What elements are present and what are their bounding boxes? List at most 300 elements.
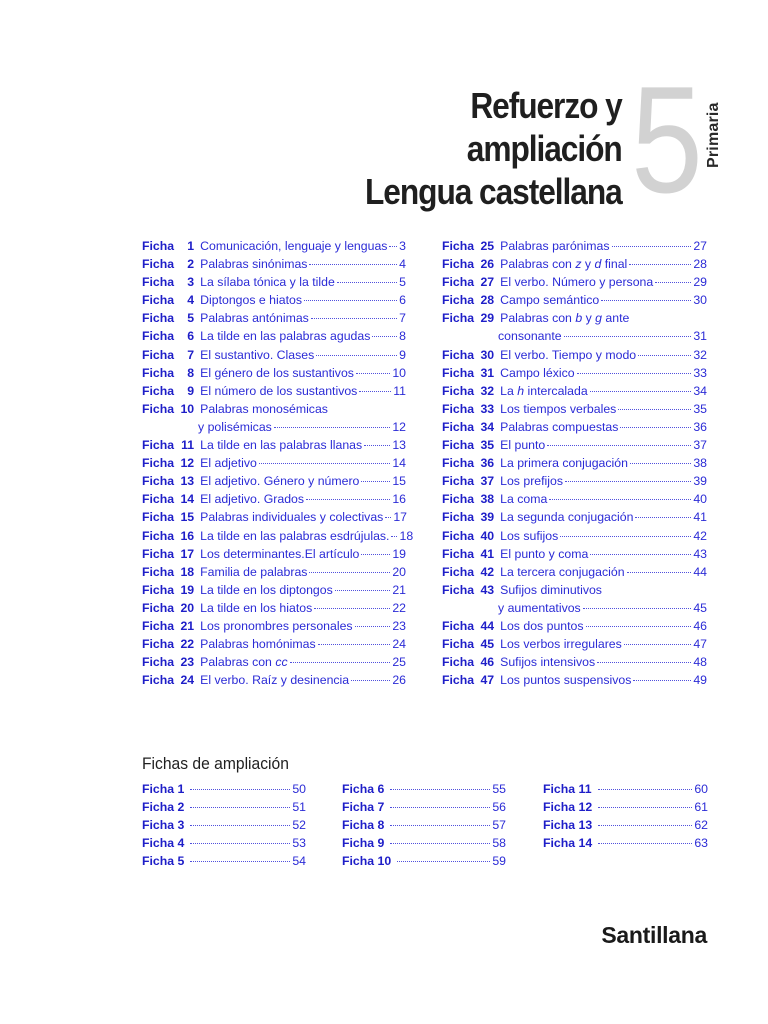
ficha-label — [442, 436, 494, 454]
dot-leader — [309, 572, 390, 573]
toc-entry[interactable] — [442, 237, 707, 255]
ficha-number: 37 — [480, 474, 495, 489]
page-number: 23 — [392, 618, 406, 633]
page-number: 60 — [694, 782, 708, 796]
page-number: 62 — [694, 818, 708, 833]
dot-leader — [390, 807, 490, 808]
toc-entry[interactable] — [142, 563, 406, 581]
toc-title: El adjetivo — [200, 456, 257, 471]
ficha-label — [442, 545, 494, 563]
dot-leader — [306, 499, 390, 500]
ficha-word: Ficha — [442, 293, 475, 308]
toc-entry[interactable] — [442, 472, 707, 490]
page-number: 26 — [392, 673, 406, 688]
ficha-label — [442, 273, 494, 291]
toc-title: Palabras parónimas — [500, 239, 610, 253]
dot-leader — [190, 861, 290, 862]
ficha-number: 16 — [180, 528, 195, 543]
ficha-word: Ficha — [142, 474, 175, 489]
page-number: 33 — [693, 365, 707, 380]
toc-title: El adjetivo. Género y número — [200, 474, 360, 489]
ficha-number: 33 — [480, 401, 495, 416]
ficha-number: 23 — [180, 655, 195, 670]
page-number: 17 — [393, 510, 407, 525]
ficha-label: Ficha 6 — [342, 782, 385, 796]
ficha-label — [442, 454, 494, 472]
ficha-word: Ficha — [142, 365, 175, 380]
dot-leader — [601, 300, 691, 301]
dot-leader — [355, 626, 391, 627]
ampliacion-entry[interactable] — [142, 816, 306, 834]
dot-leader — [635, 517, 691, 518]
ampliacion-entry[interactable] — [342, 798, 506, 816]
toc-line — [442, 508, 707, 526]
toc-line — [142, 599, 406, 617]
page-number: 52 — [292, 818, 306, 833]
page-number: 39 — [693, 474, 707, 489]
toc-line — [142, 436, 406, 454]
ficha-label — [142, 273, 194, 291]
page-number: 6 — [399, 293, 406, 308]
page-number: 63 — [694, 836, 708, 851]
toc-title: y aumentativos — [498, 600, 581, 615]
toc-entry[interactable] — [142, 255, 406, 273]
ficha-number: 21 — [180, 618, 195, 633]
dot-leader — [624, 644, 692, 645]
toc-line — [442, 617, 707, 635]
ficha-word: Ficha — [442, 347, 475, 362]
toc-entry[interactable] — [142, 309, 406, 327]
ampliacion-entry[interactable] — [543, 780, 708, 798]
toc-entry[interactable] — [442, 617, 707, 635]
toc-entry[interactable] — [142, 635, 406, 653]
ampliacion-entry[interactable] — [142, 834, 306, 852]
toc-entry[interactable] — [442, 436, 707, 454]
ficha-label — [442, 563, 494, 581]
dot-leader — [590, 554, 691, 555]
ficha-number: 30 — [480, 347, 495, 362]
toc-entry[interactable] — [142, 545, 406, 563]
ficha-label: Ficha 11 — [543, 782, 592, 796]
toc-line — [142, 273, 406, 291]
toc-entry[interactable] — [442, 364, 707, 382]
toc-entry[interactable] — [442, 346, 707, 364]
ficha-word: Ficha — [142, 456, 175, 471]
page-number: 56 — [492, 800, 506, 815]
toc-title: Palabras con b y g ante — [500, 311, 630, 326]
toc-entry[interactable] — [142, 671, 406, 689]
toc-column-right — [442, 237, 707, 689]
ficha-label — [142, 327, 194, 345]
toc-line — [442, 490, 707, 508]
toc-entry[interactable] — [142, 472, 406, 490]
ficha-number: 4 — [187, 293, 195, 308]
toc-line — [442, 400, 707, 418]
toc-entry[interactable] — [442, 581, 707, 617]
page-number: 7 — [399, 311, 406, 326]
page-number: 30 — [693, 293, 707, 308]
ficha-word: Ficha — [442, 365, 475, 380]
ficha-label — [142, 309, 194, 327]
page-number: 4 — [399, 257, 406, 272]
page-number: 28 — [693, 257, 707, 272]
page-number: 40 — [693, 492, 707, 507]
ficha-label — [142, 237, 194, 255]
ficha-label — [142, 653, 194, 671]
toc-entry[interactable] — [142, 581, 406, 599]
toc-line — [142, 617, 406, 635]
toc-line — [442, 382, 707, 400]
dot-leader — [316, 355, 397, 356]
ficha-number: 36 — [480, 456, 495, 471]
ficha-number: 44 — [480, 618, 495, 633]
toc-title: La tilde en los hiatos — [200, 600, 313, 615]
ficha-word: Ficha — [442, 492, 475, 507]
toc-title: La primera conjugación — [500, 456, 628, 471]
dot-leader — [586, 626, 692, 627]
ficha-word: Ficha — [442, 456, 475, 471]
toc-title: El punto — [500, 438, 546, 453]
toc-line — [142, 472, 406, 490]
ficha-word: Ficha — [142, 637, 175, 652]
page-number: 27 — [693, 239, 707, 253]
toc-line — [442, 436, 707, 454]
toc-line — [142, 508, 406, 526]
toc-entry[interactable] — [442, 527, 707, 545]
page-number: 46 — [693, 618, 707, 633]
toc-title: Los sufijos — [500, 528, 559, 543]
toc-line — [142, 364, 406, 382]
page-number: 18 — [399, 528, 414, 543]
ficha-label — [142, 364, 194, 382]
ficha-label — [442, 291, 494, 309]
ficha-number: 46 — [480, 655, 495, 670]
dot-leader — [590, 391, 692, 392]
dot-leader — [598, 843, 692, 844]
page-number: 35 — [693, 401, 707, 416]
ficha-label — [442, 581, 494, 599]
toc-entry[interactable] — [142, 436, 406, 454]
toc-line — [442, 472, 707, 490]
ficha-word: Ficha — [142, 655, 175, 670]
toc-line — [442, 327, 707, 345]
ampliacion-entry[interactable] — [142, 780, 306, 798]
toc-title: Palabras individuales y colectivas — [200, 510, 384, 525]
toc-line — [442, 563, 707, 581]
toc-title: La tilde en las palabras llanas — [200, 438, 363, 453]
toc-line — [442, 237, 707, 255]
toc-entry[interactable] — [142, 508, 406, 526]
dot-leader — [309, 264, 397, 265]
ficha-label — [142, 599, 194, 617]
page-number: 21 — [392, 582, 406, 597]
toc-entry[interactable] — [442, 400, 707, 418]
page-number: 32 — [693, 347, 707, 362]
page-number: 37 — [693, 438, 707, 453]
toc-title: consonante — [498, 329, 562, 344]
toc-title: El adjetivo. Grados — [200, 492, 305, 507]
ficha-label — [142, 454, 194, 472]
ficha-word: Ficha — [142, 239, 175, 253]
toc-line — [442, 273, 707, 291]
ficha-word: Ficha — [142, 582, 175, 597]
ficha-word: Ficha — [142, 383, 175, 398]
ficha-number: 32 — [480, 383, 495, 398]
dot-leader — [638, 355, 691, 356]
ficha-label — [442, 382, 494, 400]
toc-entry[interactable] — [442, 291, 707, 309]
dot-leader — [361, 554, 390, 555]
toc-line — [442, 291, 707, 309]
toc-line — [142, 400, 406, 418]
ficha-word: Ficha — [442, 546, 475, 561]
ficha-number: 22 — [180, 637, 195, 652]
page-number: 29 — [693, 275, 707, 290]
toc-entry[interactable] — [142, 364, 406, 382]
toc-line — [142, 635, 406, 653]
toc-entry[interactable] — [442, 635, 707, 653]
page-number: 36 — [693, 419, 707, 434]
dot-leader — [633, 680, 691, 681]
toc-line — [142, 346, 406, 364]
ficha-word: Ficha — [442, 275, 475, 290]
ficha-word: Ficha — [442, 239, 475, 253]
ficha-word: Ficha — [442, 673, 475, 688]
toc-title: y polisémicas — [198, 419, 272, 434]
ficha-label — [442, 237, 494, 255]
toc-entry[interactable] — [142, 454, 406, 472]
toc-title: Palabras monosémicas — [200, 401, 328, 416]
ficha-label — [142, 581, 194, 599]
toc-entry[interactable] — [442, 255, 707, 273]
ampliacion-column-2 — [342, 780, 506, 870]
dot-leader — [372, 336, 397, 337]
toc-title: Los pronombres personales — [200, 618, 353, 633]
toc-title: La sílaba tónica y la tilde — [200, 275, 335, 290]
ficha-number: 31 — [480, 365, 495, 380]
page-number: 19 — [392, 546, 406, 561]
ficha-label — [142, 436, 194, 454]
toc-entry[interactable] — [142, 527, 414, 545]
page-number: 12 — [392, 419, 406, 434]
toc-title: Los puntos suspensivos — [500, 673, 632, 688]
toc-title: Diptongos e hiatos — [200, 293, 302, 308]
toc-line — [442, 635, 707, 653]
page-number: 48 — [693, 655, 707, 670]
toc-title: El sustantivo. Clases — [200, 347, 315, 362]
toc-title: El verbo. Raíz y desinencia — [200, 673, 350, 688]
ficha-word: Ficha — [442, 582, 475, 597]
publisher-logo: Santillana — [601, 922, 707, 948]
toc-entry[interactable] — [442, 508, 707, 526]
toc-line — [142, 454, 406, 472]
dot-leader — [655, 282, 691, 283]
page-number: 10 — [392, 365, 406, 380]
toc-entry[interactable] — [142, 346, 406, 364]
toc-title: La tercera conjugación — [500, 564, 625, 579]
ficha-label: Ficha 5 — [142, 854, 185, 869]
toc-entry[interactable] — [442, 563, 707, 581]
dot-leader — [290, 662, 391, 663]
toc-title: La h intercalada — [500, 383, 588, 398]
toc-entry[interactable] — [442, 273, 707, 291]
page-number: 58 — [492, 836, 506, 851]
ampliacion-entry[interactable] — [342, 816, 506, 834]
toc-entry[interactable] — [442, 653, 707, 671]
ficha-word: Ficha — [442, 655, 475, 670]
ficha-number: 3 — [187, 275, 195, 290]
ficha-word: Ficha — [142, 564, 175, 579]
toc-line — [142, 653, 406, 671]
ficha-word: Ficha — [142, 329, 175, 344]
toc-line — [442, 255, 707, 273]
ficha-number: 39 — [480, 510, 495, 525]
ficha-word: Ficha — [442, 637, 475, 652]
ampliacion-entry[interactable] — [142, 798, 306, 816]
toc-entry[interactable] — [442, 490, 707, 508]
page-number: 49 — [693, 673, 707, 688]
ampliacion-entry[interactable] — [142, 852, 306, 870]
page-number: 25 — [392, 655, 406, 670]
toc-title: Sufijos intensivos — [500, 655, 596, 670]
ficha-number: 27 — [480, 275, 495, 290]
ampliacion-entry[interactable] — [543, 816, 708, 834]
ficha-label — [142, 545, 194, 563]
page-number: 8 — [399, 329, 406, 344]
dot-leader — [274, 427, 391, 428]
toc-entry[interactable] — [142, 327, 406, 345]
ficha-word: Ficha — [142, 257, 175, 272]
ampliacion-entry[interactable] — [543, 834, 708, 852]
ficha-word: Ficha — [442, 474, 475, 489]
page-number: 43 — [693, 546, 707, 561]
ficha-label — [142, 400, 194, 418]
page-number: 11 — [393, 383, 406, 398]
ficha-word: Ficha — [142, 401, 175, 416]
toc-entry[interactable] — [142, 490, 406, 508]
dot-leader — [318, 644, 391, 645]
ficha-word: Ficha — [142, 275, 175, 290]
dot-leader — [618, 409, 691, 410]
dot-leader — [598, 807, 692, 808]
dot-leader — [361, 481, 390, 482]
toc-entry[interactable] — [442, 454, 707, 472]
toc-title: Campo léxico — [500, 365, 575, 380]
ficha-word: Ficha — [142, 510, 175, 525]
page-number: 20 — [392, 564, 406, 579]
toc-entry[interactable] — [142, 599, 406, 617]
toc-entry[interactable] — [442, 418, 707, 436]
ficha-label — [442, 508, 494, 526]
dot-leader — [314, 608, 390, 609]
dot-leader — [565, 481, 691, 482]
ampliacion-entry[interactable] — [342, 780, 506, 798]
ficha-number: 12 — [180, 456, 195, 471]
ficha-label — [142, 490, 194, 508]
dot-leader — [549, 499, 691, 500]
ficha-number: 45 — [480, 637, 495, 652]
page-number: 5 — [399, 275, 406, 290]
toc-title: Comunicación, lenguaje y lenguas — [200, 239, 388, 253]
ficha-label — [142, 508, 194, 526]
ficha-label: Ficha 3 — [142, 818, 185, 833]
page-number: 24 — [392, 637, 406, 652]
ficha-number: 10 — [180, 401, 195, 416]
ampliacion-column-1 — [142, 780, 306, 870]
ficha-number: 34 — [480, 419, 495, 434]
toc-entry[interactable] — [142, 273, 406, 291]
ampliacion-entry[interactable] — [342, 834, 506, 852]
ampliacion-entry[interactable] — [543, 798, 708, 816]
toc-entry[interactable] — [442, 309, 707, 345]
toc-title: Los prefijos — [500, 474, 564, 489]
ficha-label: Ficha 7 — [342, 800, 385, 815]
ficha-label — [442, 346, 494, 364]
grade-number: 5 — [631, 55, 703, 225]
toc-title: La tilde en los diptongos — [200, 582, 333, 597]
toc-title: La segunda conjugación — [500, 510, 634, 525]
ficha-label — [142, 671, 194, 689]
dot-leader — [259, 463, 390, 464]
toc-line — [142, 327, 406, 345]
toc-title: El verbo. Número y persona — [500, 275, 654, 290]
toc-line — [442, 418, 707, 436]
toc-entry[interactable] — [142, 653, 406, 671]
toc-title: Los determinantes.El artículo — [200, 546, 360, 561]
ficha-number: 38 — [480, 492, 495, 507]
toc-title: Palabras homónimas — [200, 637, 316, 652]
ficha-number: 13 — [180, 474, 195, 489]
toc-entry[interactable] — [142, 400, 406, 436]
toc-entry[interactable] — [442, 671, 707, 689]
dot-leader — [620, 427, 691, 428]
ficha-label — [442, 671, 494, 689]
ficha-number: 7 — [187, 347, 195, 362]
page-number: 31 — [693, 329, 707, 344]
ficha-label — [442, 472, 494, 490]
toc-line — [142, 291, 406, 309]
page-number: 34 — [693, 383, 707, 398]
ficha-number: 5 — [187, 311, 195, 326]
toc-title: Palabras con cc — [200, 655, 288, 670]
toc-entry[interactable] — [142, 237, 406, 255]
ampliacion-entry[interactable] — [342, 852, 506, 870]
ficha-label — [142, 617, 194, 635]
dot-leader — [190, 789, 290, 790]
toc-line — [142, 309, 406, 327]
ficha-label — [442, 400, 494, 418]
ficha-word: Ficha — [142, 600, 175, 615]
ficha-number: 2 — [187, 257, 195, 272]
toc-entry[interactable] — [442, 382, 707, 400]
ficha-number: 17 — [180, 546, 195, 561]
toc-entry[interactable] — [142, 291, 406, 309]
ficha-label — [142, 255, 194, 273]
ficha-number: 14 — [180, 492, 195, 507]
dot-leader — [630, 463, 691, 464]
dot-leader — [390, 843, 490, 844]
toc-line — [142, 237, 406, 255]
page-number: 45 — [693, 600, 707, 615]
toc-entry[interactable] — [142, 382, 406, 400]
ficha-number: 19 — [180, 582, 195, 597]
ficha-label — [142, 346, 194, 364]
toc-entry[interactable] — [142, 617, 406, 635]
page-number: 9 — [399, 347, 406, 362]
ficha-label — [442, 653, 494, 671]
toc-entry[interactable] — [442, 545, 707, 563]
page-number: 55 — [492, 782, 506, 796]
